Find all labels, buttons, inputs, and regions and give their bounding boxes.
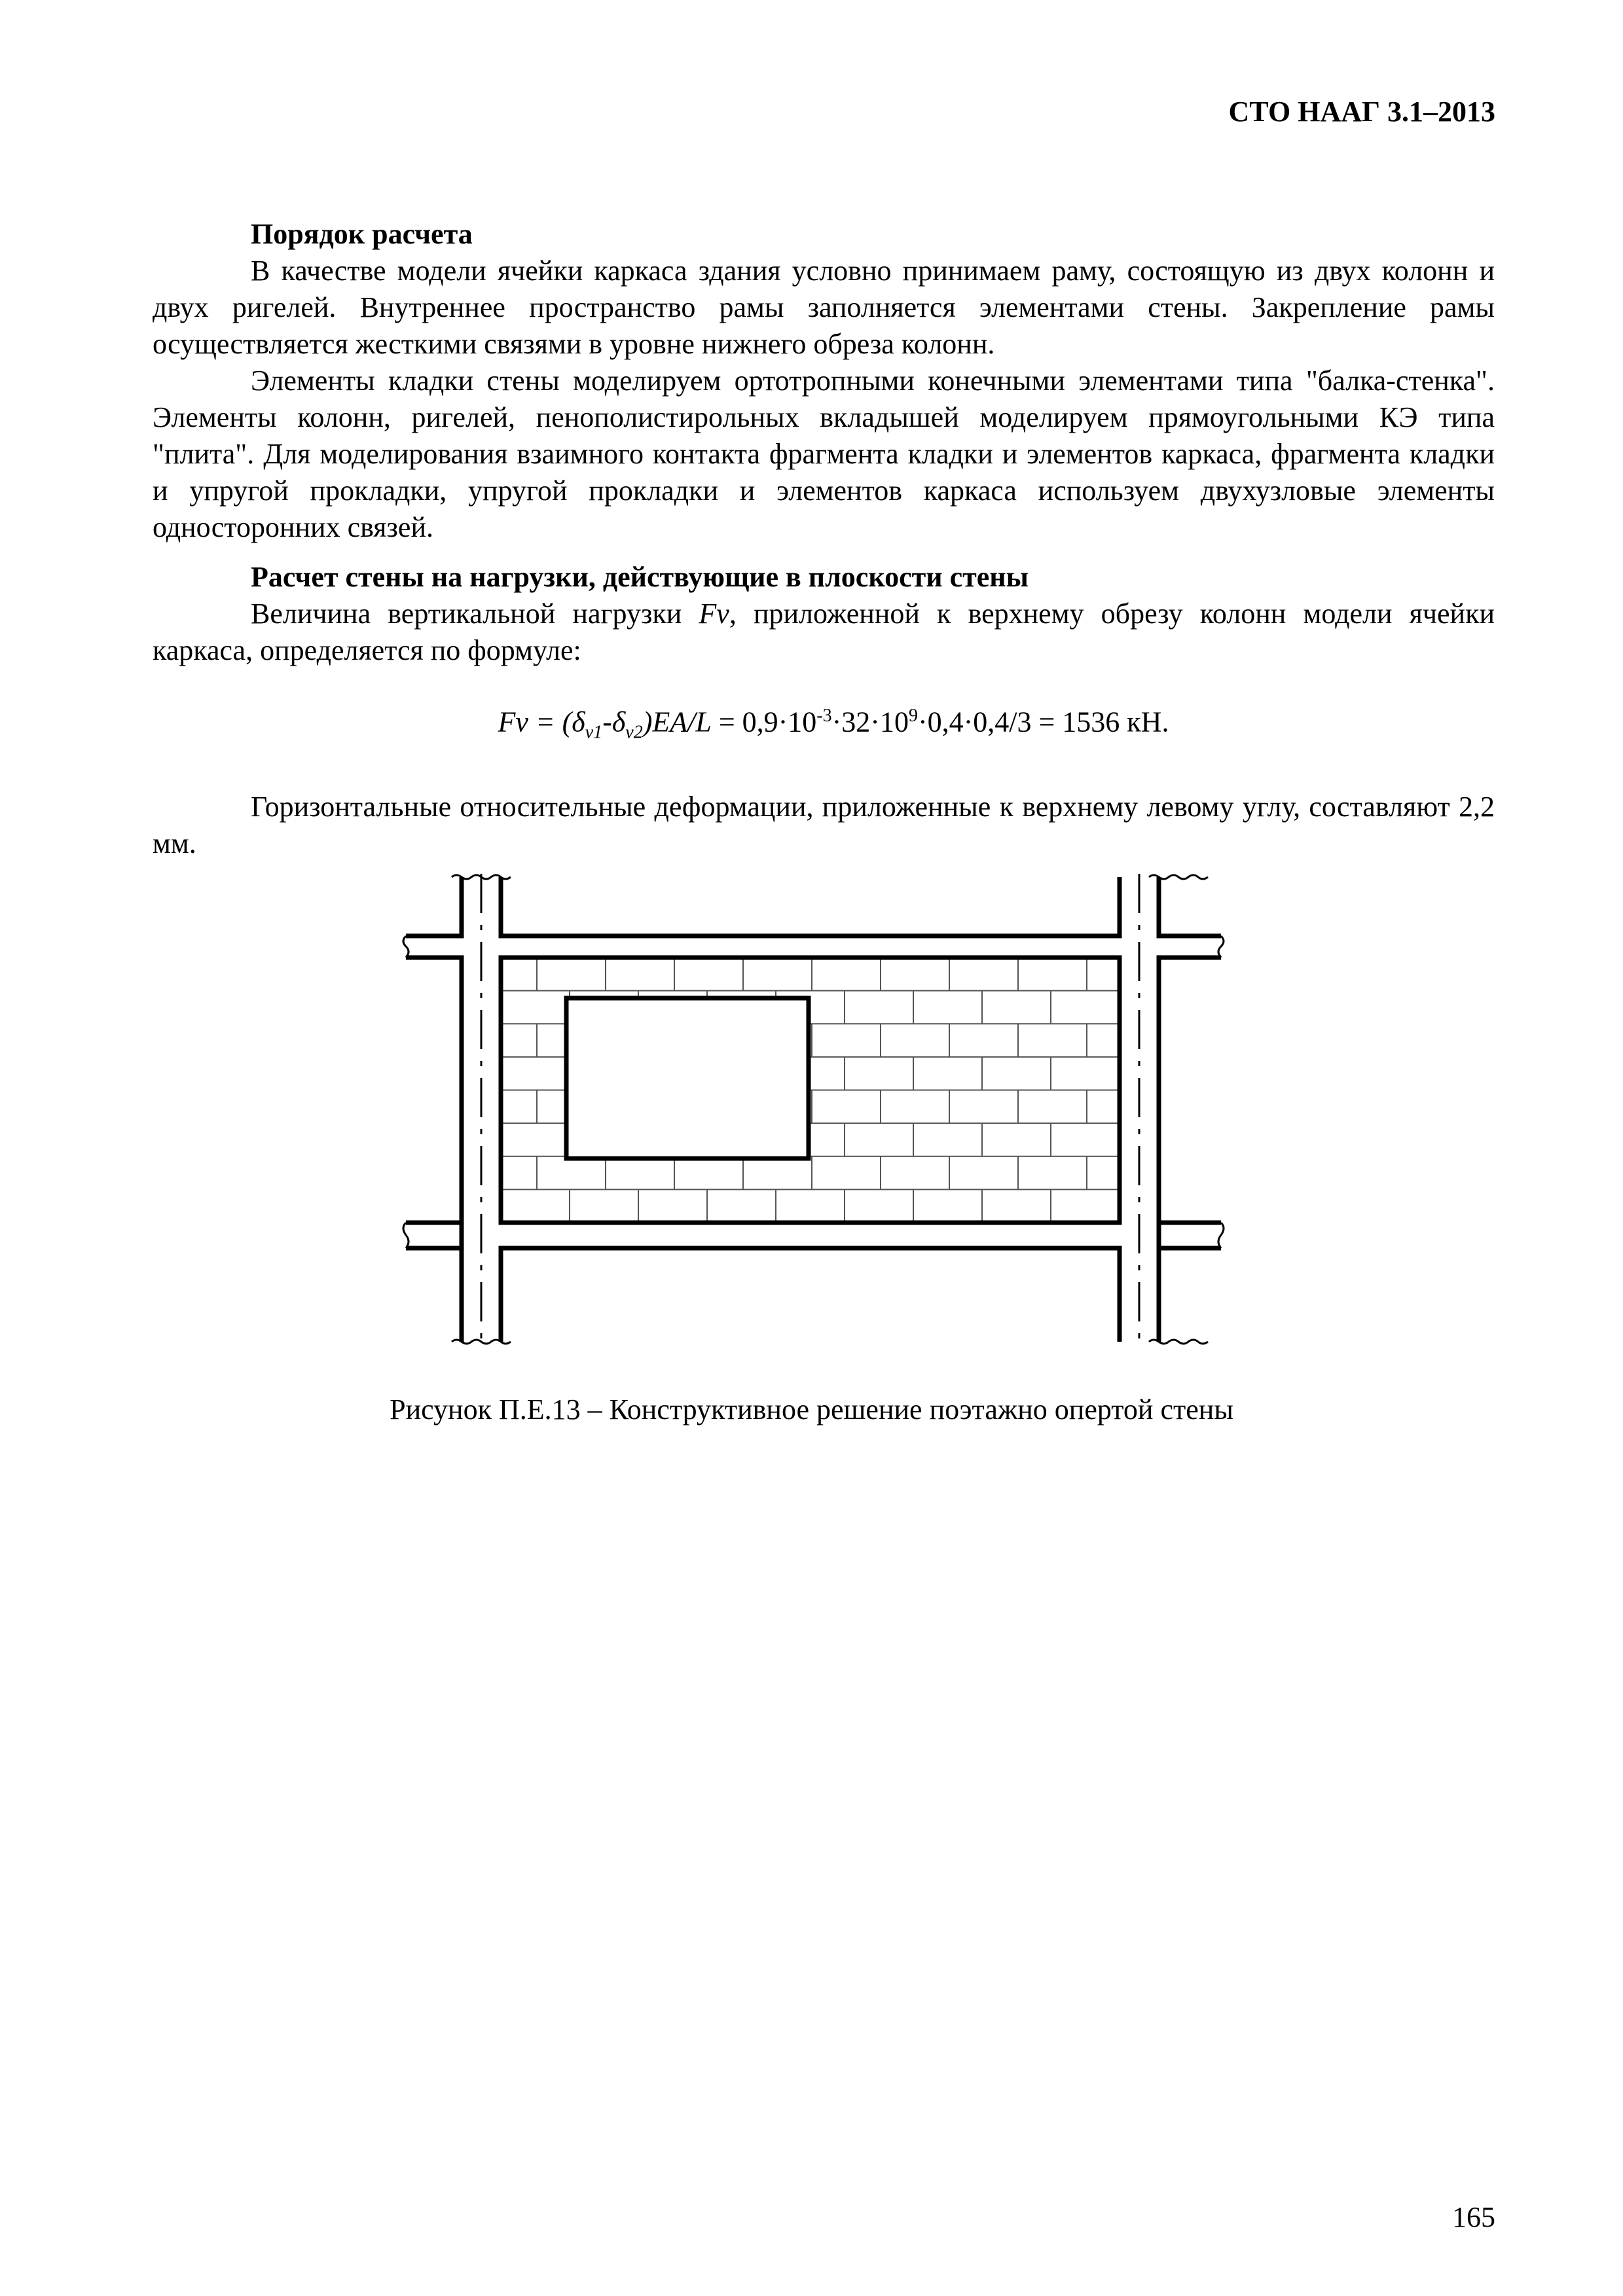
paragraph-finite-elements: Элементы кладки стены моделируем ортотропными конечными элементами типа "балка-стенка". Элементы колонн, ригелей, пенополистирольных вкладышей моделируем прямоугольными КЭ типа "плита". Для моделирования взаимного контакта фрагмента кладки и элементов каркаса, фрагмента кладки и упругой прокладки, упругой прокладки и элементов каркаса используем двухузловые элементы односторонних связей. xyxy=(153,365,1495,543)
break-line-left-top xyxy=(403,936,409,958)
intro-text-end: , приложенной к верхнему обрезу колонн модели ячейки каркаса, определяется по формуле: xyxy=(153,598,1495,666)
paragraph-frame-model: В качестве модели ячейки каркаса здания условно принимаем раму, состоящую из двух колонн и двух ригелей. Внутреннее пространство рамы заполняется элементами стены. Закрепление рамы осуществляется жесткими связями в уровне нижнего обреза колонн. xyxy=(153,255,1495,360)
formula-fv xyxy=(153,698,1495,751)
formula-minus: - xyxy=(602,706,612,738)
frame-wall-figure xyxy=(393,874,1244,1345)
break-lines xyxy=(403,875,1224,1344)
page-number: 165 xyxy=(1452,2201,1495,2233)
frame-wall-drawing xyxy=(393,874,1244,1345)
formula-exp-1: -3 xyxy=(816,706,832,726)
window-opening xyxy=(566,998,809,1158)
left-beam-lower-top xyxy=(406,958,462,1342)
paragraph-vertical-load xyxy=(153,596,1495,669)
break-line-right-bottom xyxy=(1218,1223,1224,1248)
section-heading-calculation-order: Порядок расчета xyxy=(251,218,473,250)
right-beam-lower-top xyxy=(1159,958,1221,1342)
left-column-outer-top xyxy=(406,877,462,936)
section-heading-in-plane-loads: Расчет стены на нагрузки, действующие в плоскости стены xyxy=(251,561,1029,593)
formula-rhs-1: = 0,9·10 xyxy=(711,706,817,738)
formula-sub-2: v2 xyxy=(625,722,643,743)
intro-text-start: Величина вертикальной нагрузки xyxy=(251,598,699,630)
formula-exp-2: 9 xyxy=(908,706,918,726)
formula-eq1: = ( xyxy=(528,706,572,738)
formula-rhs-3: ·0,4·0,4/3 = 1536 кН. xyxy=(917,706,1169,738)
break-line-left-bottom xyxy=(403,1223,409,1248)
formula-close: ) xyxy=(642,706,653,738)
formula-rhs-2: ·32·10 xyxy=(831,706,909,738)
paragraph-horizontal-deformation: Горизонтальные относительные деформации, приложенные к верхнему левому углу, составляют 2,2 мм. xyxy=(153,791,1495,860)
main-content xyxy=(153,216,1495,862)
variable-fv: Fv xyxy=(699,598,729,630)
formula-sub-1: v1 xyxy=(585,722,603,743)
formula-delta-1: δ xyxy=(572,706,585,738)
frame-outline xyxy=(406,877,1221,1342)
break-line-right-column-bottom xyxy=(1149,1340,1208,1344)
figure-caption: Рисунок П.Е.13 – Конструктивное решение поэтажно опертой стены xyxy=(390,1393,1233,1426)
formula-ea-l: EA/L xyxy=(652,706,712,738)
inner-bottom-frame xyxy=(501,1248,1120,1342)
left-column-inner-top xyxy=(501,877,1120,936)
document-code: СТО НААГ 3.1–2013 xyxy=(1228,96,1495,128)
formula-delta-2: δ xyxy=(611,706,626,738)
right-column-outer-top xyxy=(1159,877,1221,936)
formula-lhs: Fv xyxy=(498,706,528,738)
break-line-right-top xyxy=(1218,936,1224,958)
